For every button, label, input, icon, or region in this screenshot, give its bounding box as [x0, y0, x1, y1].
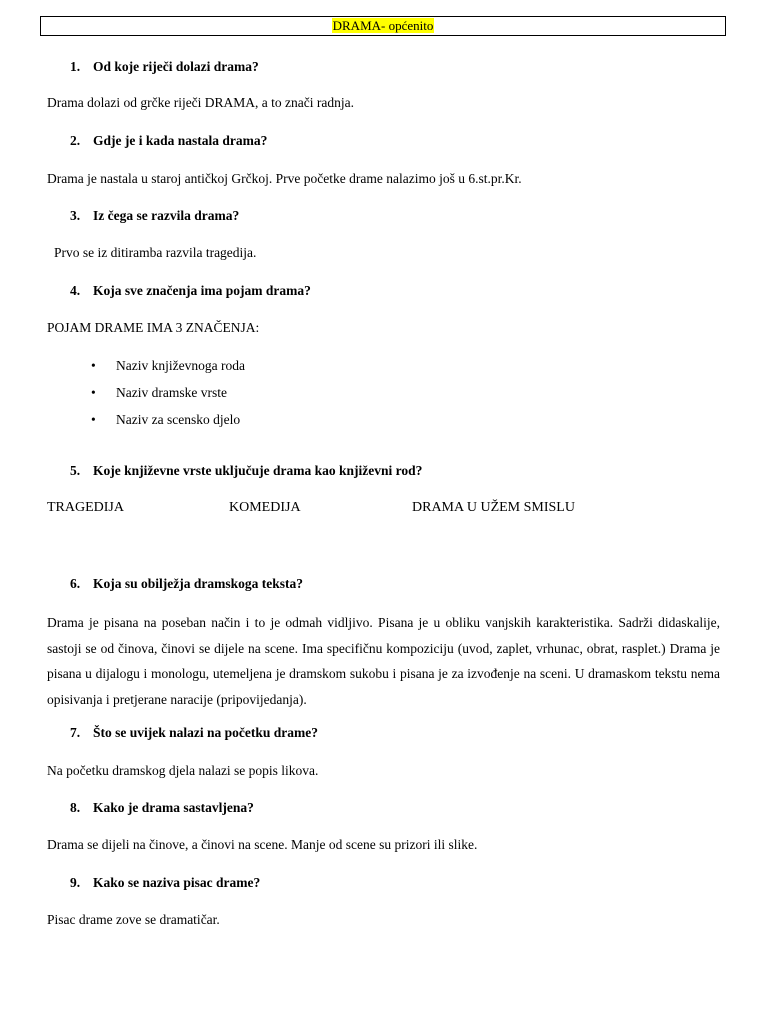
answer-7: Na početku dramskog djela nalazi se popis likova.: [47, 763, 319, 778]
literary-kinds-row: [47, 500, 727, 518]
question-text: Koja su obilježja dramskoga teksta?: [93, 576, 303, 591]
question-7: [70, 725, 318, 741]
question-9: [70, 875, 260, 891]
question-text: Kako se naziva pisac drame?: [93, 875, 261, 890]
question-text: Iz čega se razvila drama?: [93, 208, 240, 223]
question-number: 7.: [70, 725, 81, 740]
question-text: Od koje riječi dolazi drama?: [93, 59, 259, 74]
list-item-text: Naziv dramske vrste: [116, 385, 227, 400]
document-title-box: [40, 16, 726, 36]
question-2: [70, 133, 267, 149]
list-item: [91, 358, 245, 374]
kind-label: DRAMA U UŽEM SMISLU: [412, 500, 575, 515]
question-6: [70, 576, 303, 592]
question-number: 2.: [70, 133, 81, 148]
list-item-text: Naziv za scensko djelo: [116, 412, 241, 427]
question-number: 8.: [70, 800, 81, 815]
question-8: [70, 800, 254, 816]
question-text: Što se uvijek nalazi na početku drame?: [93, 725, 319, 740]
question-number: 9.: [70, 875, 81, 890]
bullet-icon: •: [91, 358, 96, 373]
document-title: DRAMA- općenito: [332, 18, 434, 33]
bullet-icon: •: [91, 412, 96, 427]
kind-label: KOMEDIJA: [229, 500, 301, 515]
question-3: [70, 208, 239, 224]
kind-label: TRAGEDIJA: [47, 500, 124, 515]
question-text: Koje književne vrste uključuje drama kao književni rod?: [93, 463, 423, 478]
answer-4: POJAM DRAME IMA 3 ZNAČENJA:: [47, 320, 260, 335]
bullet-icon: •: [91, 385, 96, 400]
answer-8: Drama se dijeli na činove, a činovi na scene. Manje od scene su prizori ili slike.: [47, 837, 478, 852]
list-item: [91, 385, 227, 401]
question-text: Gdje je i kada nastala drama?: [93, 133, 268, 148]
answer-9: Pisac drame zove se dramatičar.: [47, 912, 220, 927]
question-1: [70, 59, 259, 75]
question-number: 6.: [70, 576, 81, 591]
answer-6: Drama je pisana na poseban način i to je odmah vidljivo. Pisana je u obliku vanjskih karakteristika. Sadrži didaskalije, sastoji se od činova, činovi se dijele na scene. Ima specifičnu kompoziciju (uvod, zaplet, vrhunac, obrat, rasplet.) Drama je pisana u dijalogu i monologu, utemeljena je dramskom sukobu i pisana je za izvođenje na sceni. U dramaskom tekstu nema opisivanja i pretjerane naracije (pripovijedanja).: [47, 615, 720, 707]
question-number: 4.: [70, 283, 81, 298]
question-text: Koja sve značenja ima pojam drama?: [93, 283, 311, 298]
list-item-text: Naziv književnoga roda: [116, 358, 245, 373]
question-text: Kako je drama sastavljena?: [93, 800, 254, 815]
question-number: 3.: [70, 208, 81, 223]
answer-2: Drama je nastala u staroj antičkoj Grčkoj. Prve početke drame nalazimo još u 6.st.pr.Kr.: [47, 171, 522, 186]
question-5: [70, 463, 422, 479]
question-number: 5.: [70, 463, 81, 478]
question-number: 1.: [70, 59, 81, 74]
answer-1: Drama dolazi od grčke riječi DRAMA, a to znači radnja.: [47, 95, 355, 110]
question-4: [70, 283, 311, 299]
list-item: [91, 412, 240, 428]
answer-3: Prvo se iz ditiramba razvila tragedija.: [54, 245, 257, 260]
